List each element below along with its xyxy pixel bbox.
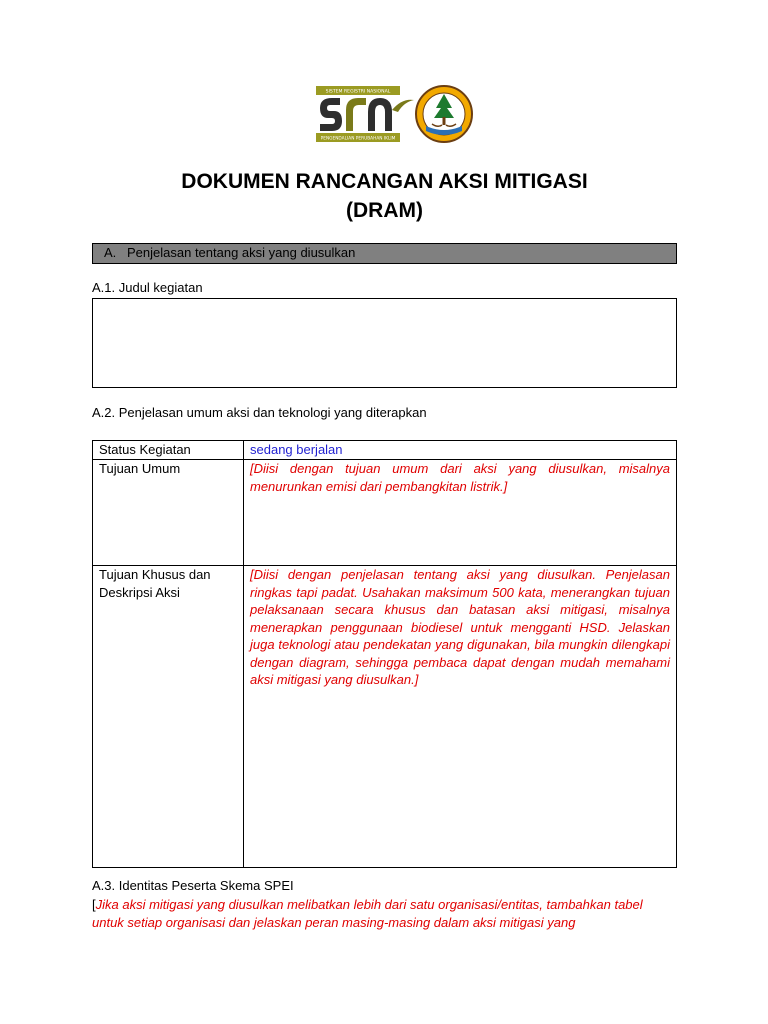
tujuan-umum-value[interactable]: [Diisi dengan tujuan umum dari aksi yang diusulkan, misalnya menurunkan emisi dari pembangkitan listrik.] — [244, 460, 677, 566]
table-row — [93, 460, 677, 566]
tujuan-khusus-label: Tujuan Khusus dan Deskripsi Aksi — [93, 566, 244, 868]
section-a-label: Penjelasan tentang aksi yang diusulkan — [127, 245, 356, 260]
a3-instruction — [92, 896, 664, 932]
srn-bottom-text: PENGENDALIAN PERUBAHAN IKLIM — [320, 136, 396, 142]
table-row — [93, 566, 677, 868]
tujuan-umum-label: Tujuan Umum — [93, 460, 244, 566]
ministry-emblem-icon — [414, 84, 474, 144]
title-line-1: DOKUMEN RANCANGAN AKSI MITIGASI — [181, 170, 588, 193]
judul-kegiatan-field[interactable] — [92, 298, 677, 388]
a2-heading: A.2. Penjelasan umum aksi dan teknologi yang diterapkan — [92, 405, 427, 420]
document-title — [92, 167, 677, 225]
section-a-header — [92, 243, 677, 264]
a3-instruction-text: Jika aksi mitigasi yang diusulkan melibatkan lebih dari satu organisasi/entitas, tambahkan tabel untuk setiap organisasi dan jelaskan peran masing-masing dalam aksi mitigasi yang — [92, 897, 643, 930]
a2-table — [92, 440, 677, 868]
a1-heading: A.1. Judul kegiatan — [92, 280, 203, 295]
srn-top-text: SISTEM REGISTRI NASIONAL — [325, 89, 391, 95]
section-a-letter: A. — [104, 245, 117, 260]
title-line-2: (DRAM) — [346, 199, 423, 222]
status-label: Status Kegiatan — [93, 441, 244, 460]
table-row — [93, 441, 677, 460]
srn-logo — [316, 86, 414, 142]
a3-bracket: [ — [92, 897, 96, 912]
status-value[interactable]: sedang berjalan — [244, 441, 677, 460]
tujuan-khusus-value[interactable]: [Diisi dengan penjelasan tentang aksi yang diusulkan. Penjelasan ringkas tapi padat. Usahakan maksimum 500 kata, menerangkan tujuan pelaksanaan secara khusus dan batasan aksi mitigasi, misalnya menerapkan penggunaan biodiesel untuk mengganti HSD. Jelaskan juga teknologi atau pendekatan yang digunakan, bila mungkin dilengkapi dengan diagram, sehingga pembaca dapat dengan mudah memahami aksi mitigasi yang diusulkan.] — [244, 566, 677, 868]
header-logos — [316, 84, 478, 146]
a3-heading: A.3. Identitas Peserta Skema SPEI — [92, 878, 294, 893]
